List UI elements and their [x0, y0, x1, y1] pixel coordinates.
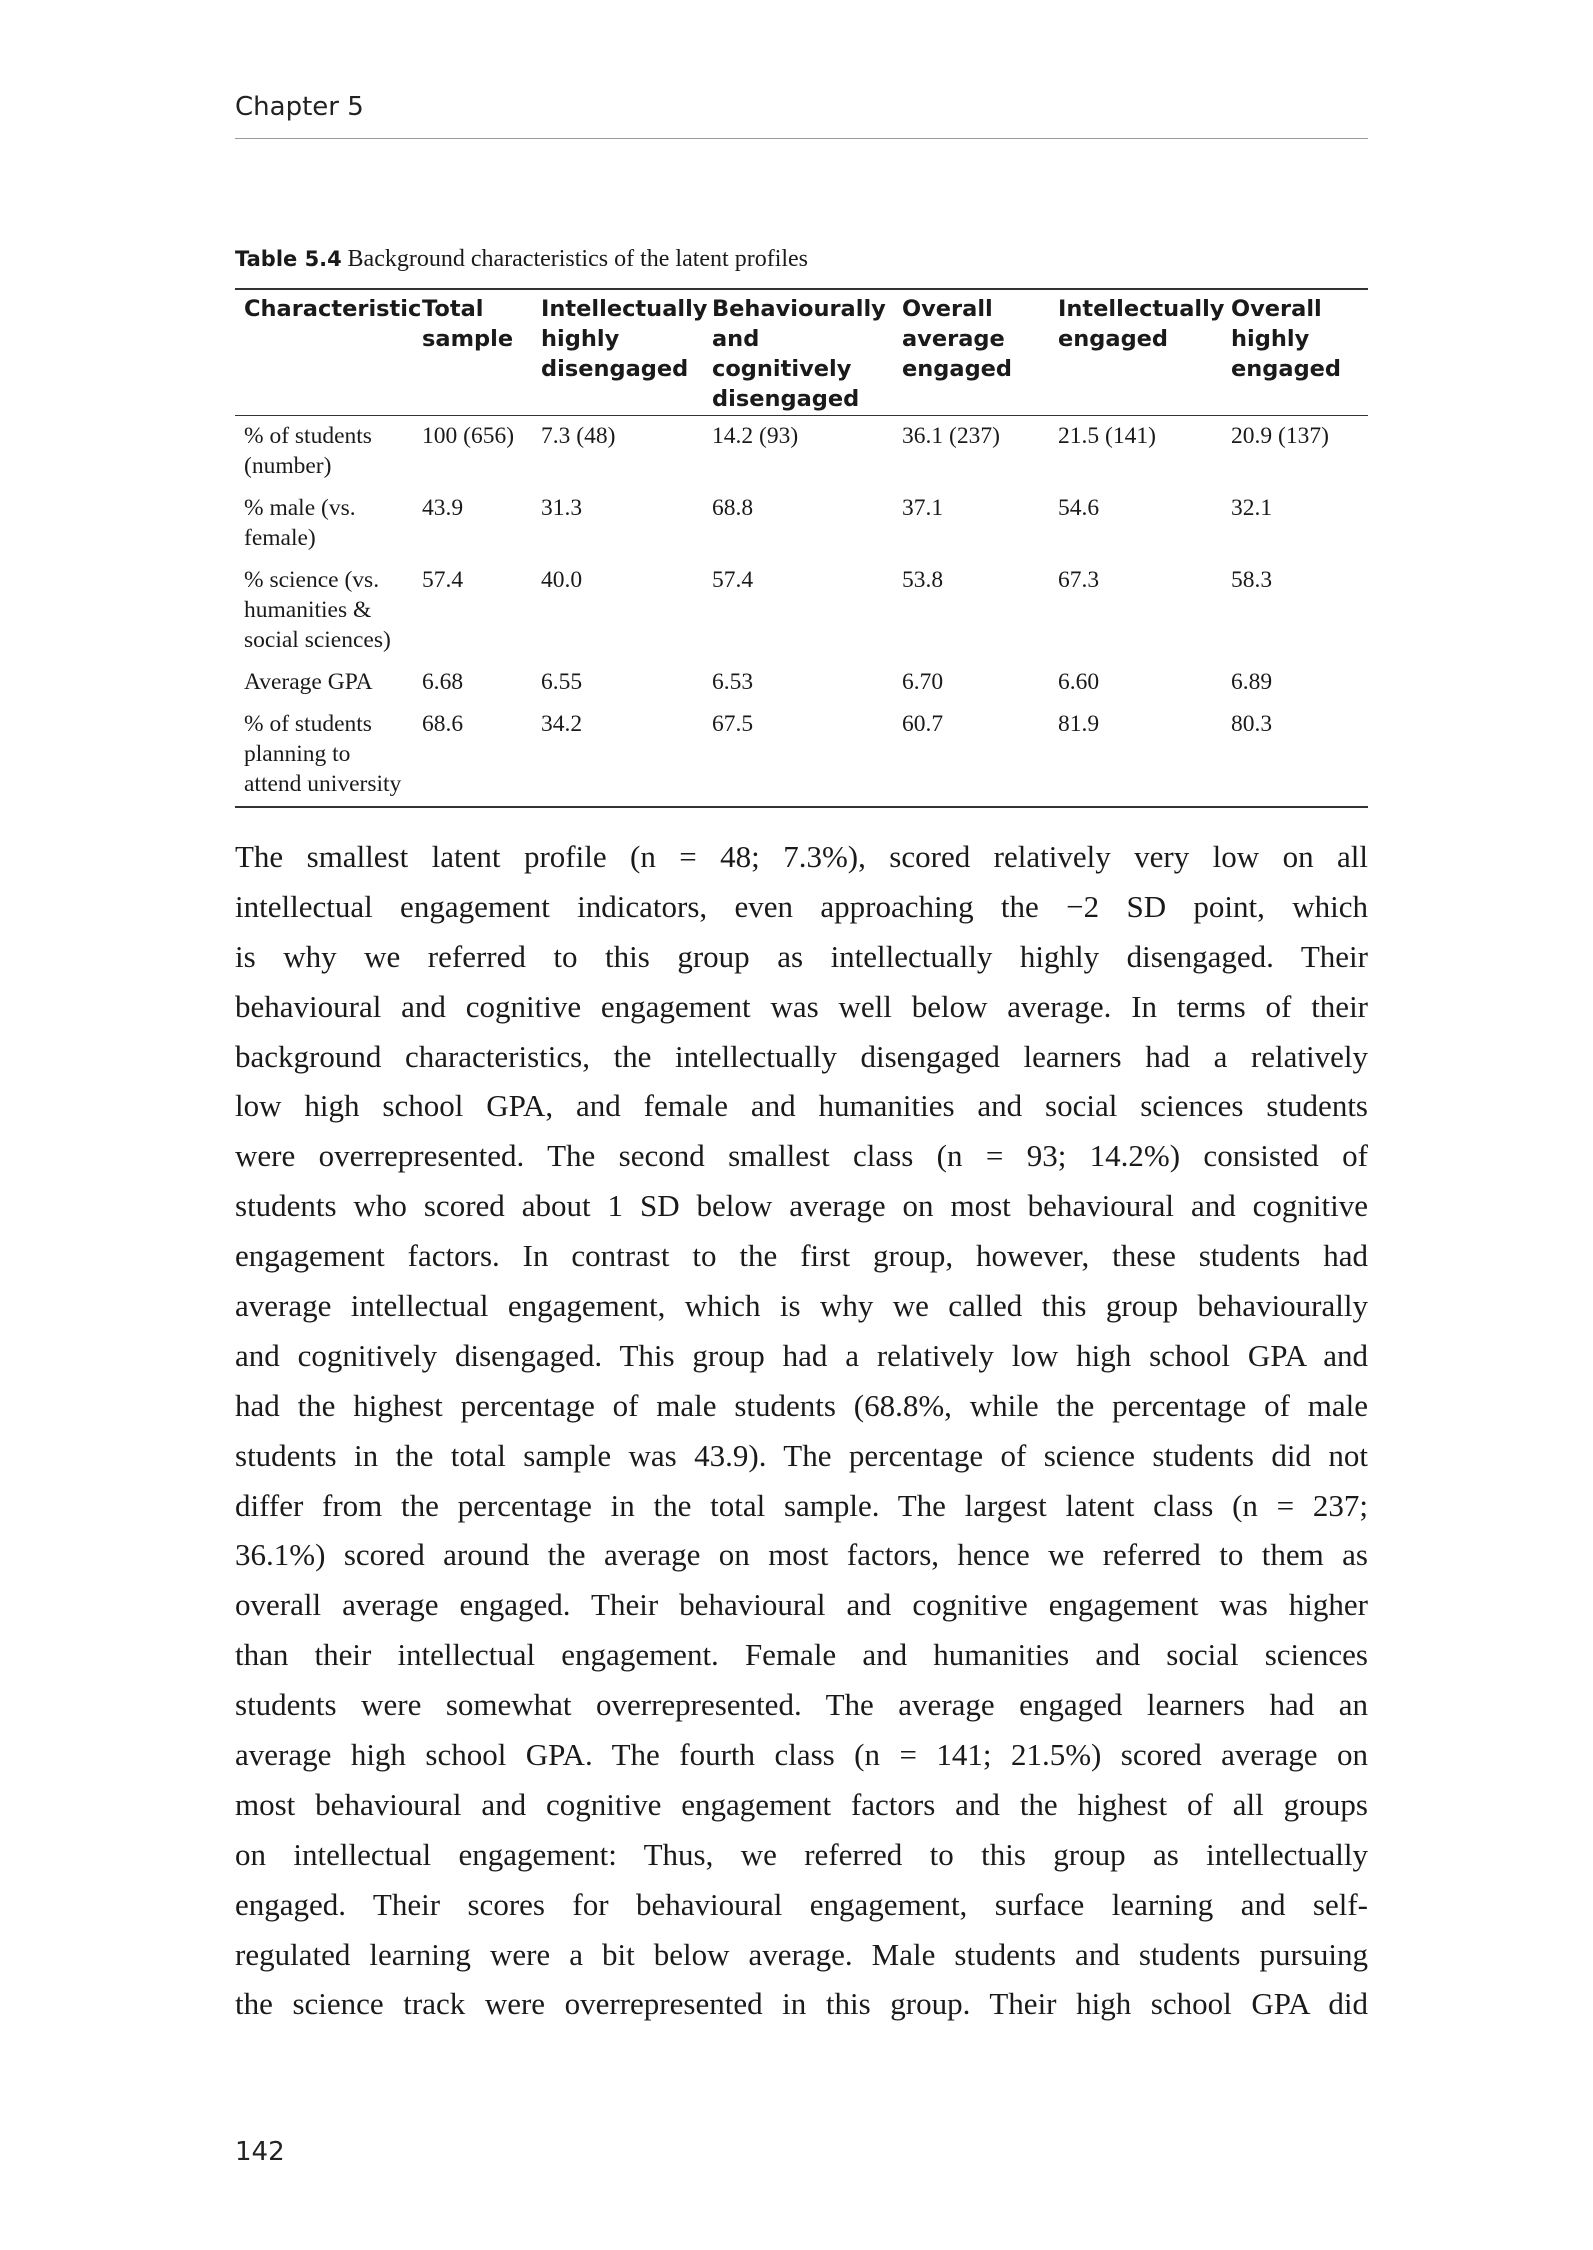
header-behaviourally-cognitively-disengaged: Behaviourally and cognitively disengaged [703, 289, 893, 416]
text-line: average high school GPA. The fourth class (n = 141; 21.5%) scored average on [235, 1737, 1368, 1773]
header-total-sample: Total sample [413, 289, 532, 416]
text-line: students in the total sample was 43.9). The percentage of science students did not [235, 1437, 1368, 1473]
running-head: Chapter 5 [235, 92, 364, 122]
table-cell: 68.8 [712, 495, 754, 521]
text-line: behavioural and cognitive engagement was well below average. In terms of their [235, 988, 1368, 1024]
table-cell: 31.3 [541, 495, 583, 521]
table-row [235, 488, 1368, 560]
table-cell: 6.70 [902, 669, 944, 695]
table-cell: 7.3 (48) [541, 423, 616, 449]
header-intellectually-highly-disengaged: Intellectually highly disengaged [532, 289, 703, 416]
header-rule [235, 138, 1368, 139]
table-cell: 80.3 [1231, 711, 1273, 737]
table-cell: 57.4 [422, 567, 464, 593]
text-line: 36.1%) scored around the average on most factors, hence we referred to them as [235, 1537, 1368, 1573]
text-line: students who scored about 1 SD below average on most behavioural and cognitive [235, 1188, 1368, 1224]
table-caption-text: Background characteristics of the latent profiles [347, 246, 809, 272]
text-line: differ from the percentage in the total sample. The largest latent class (n = 237; [235, 1487, 1368, 1523]
table-label: Table 5.4 [235, 247, 342, 271]
table-cell: 32.1 [1231, 495, 1273, 521]
text-line: background characteristics, the intellectually disengaged learners had a relatively [235, 1038, 1368, 1074]
header-overall-highly-engaged: Overall highly engaged [1222, 289, 1368, 416]
table-cell: 81.9 [1058, 711, 1100, 737]
header-overall-average-engaged: Overall average engaged [893, 289, 1049, 416]
table-header-row [235, 289, 1368, 416]
text-line: intellectual engagement indicators, even approaching the −2 SD point, which [235, 888, 1368, 924]
table-cell: 67.3 [1058, 567, 1100, 593]
table-row [235, 560, 1368, 662]
table-caption [235, 246, 808, 273]
header-characteristic: Characteristic [235, 289, 413, 416]
document-page [235, 0, 1368, 2250]
header-intellectually-engaged: Intellectually engaged [1049, 289, 1222, 416]
table-cell: 21.5 (141) [1058, 423, 1156, 449]
table-cell: 58.3 [1231, 567, 1273, 593]
row-label: % science (vs. humanities & social sciences) [244, 567, 391, 653]
text-line: most behavioural and cognitive engagement factors and the highest of all groups [235, 1786, 1368, 1822]
text-line: had the highest percentage of male students (68.8%, while the percentage of male [235, 1387, 1368, 1423]
table-cell: 20.9 (137) [1231, 423, 1329, 449]
row-label: Average GPA [244, 669, 373, 695]
text-line: were overrepresented. The second smallest class (n = 93; 14.2%) consisted of [235, 1138, 1368, 1174]
table-cell: 60.7 [902, 711, 944, 737]
table-cell: 67.5 [712, 711, 754, 737]
row-label: % male (vs. female) [244, 495, 356, 551]
text-line: The smallest latent profile (n = 48; 7.3%), scored relatively very low on all [235, 839, 1368, 874]
text-line: regulated learning were a bit below average. Male students and students pursuing [235, 1936, 1368, 1972]
text-line: than their intellectual engagement. Female and humanities and social sciences [235, 1637, 1368, 1673]
table-cell: 14.2 (93) [712, 423, 799, 449]
table-cell: 6.68 [422, 669, 464, 695]
table-cell: 57.4 [712, 567, 754, 593]
table-cell: 6.53 [712, 669, 754, 695]
table-cell: 34.2 [541, 711, 583, 737]
table-cell: 100 (656) [422, 423, 515, 449]
table-cell: 6.60 [1058, 669, 1100, 695]
table-cell: 40.0 [541, 567, 583, 593]
text-line: engagement factors. In contrast to the first group, however, these students had [235, 1238, 1368, 1274]
text-line: the science track were overrepresented in this group. Their high school GPA did [235, 1986, 1368, 2022]
profile-characteristics-table [235, 288, 1368, 808]
text-line: average intellectual engagement, which is why we called this group behaviourally [235, 1288, 1368, 1324]
page-number: 142 [235, 2137, 285, 2167]
text-line: is why we referred to this group as intellectually highly disengaged. Their [235, 938, 1368, 974]
row-label: % of students (number) [244, 423, 372, 479]
table-cell: 43.9 [422, 495, 464, 521]
table-row [235, 662, 1368, 704]
table-cell: 53.8 [902, 567, 944, 593]
table-cell: 36.1 (237) [902, 423, 1000, 449]
text-line: overall average engaged. Their behavioural and cognitive engagement was higher [235, 1587, 1368, 1623]
text-line: on intellectual engagement: Thus, we referred to this group as intellectually [235, 1836, 1368, 1872]
text-line: low high school GPA, and female and humanities and social sciences students [235, 1088, 1368, 1124]
table-cell: 37.1 [902, 495, 944, 521]
table-cell: 6.55 [541, 669, 583, 695]
body-paragraph [235, 832, 1368, 2029]
table-row [235, 704, 1368, 807]
text-line: engaged. Their scores for behavioural engagement, surface learning and self- [235, 1886, 1368, 1922]
text-line: students were somewhat overrepresented. The average engaged learners had an [235, 1687, 1368, 1723]
table-cell: 68.6 [422, 711, 464, 737]
table-row [235, 416, 1368, 489]
row-label: % of students planning to attend university [244, 711, 402, 797]
table-cell: 6.89 [1231, 669, 1273, 695]
text-line: and cognitively disengaged. This group had a relatively low high school GPA and [235, 1337, 1368, 1373]
table-cell: 54.6 [1058, 495, 1100, 521]
